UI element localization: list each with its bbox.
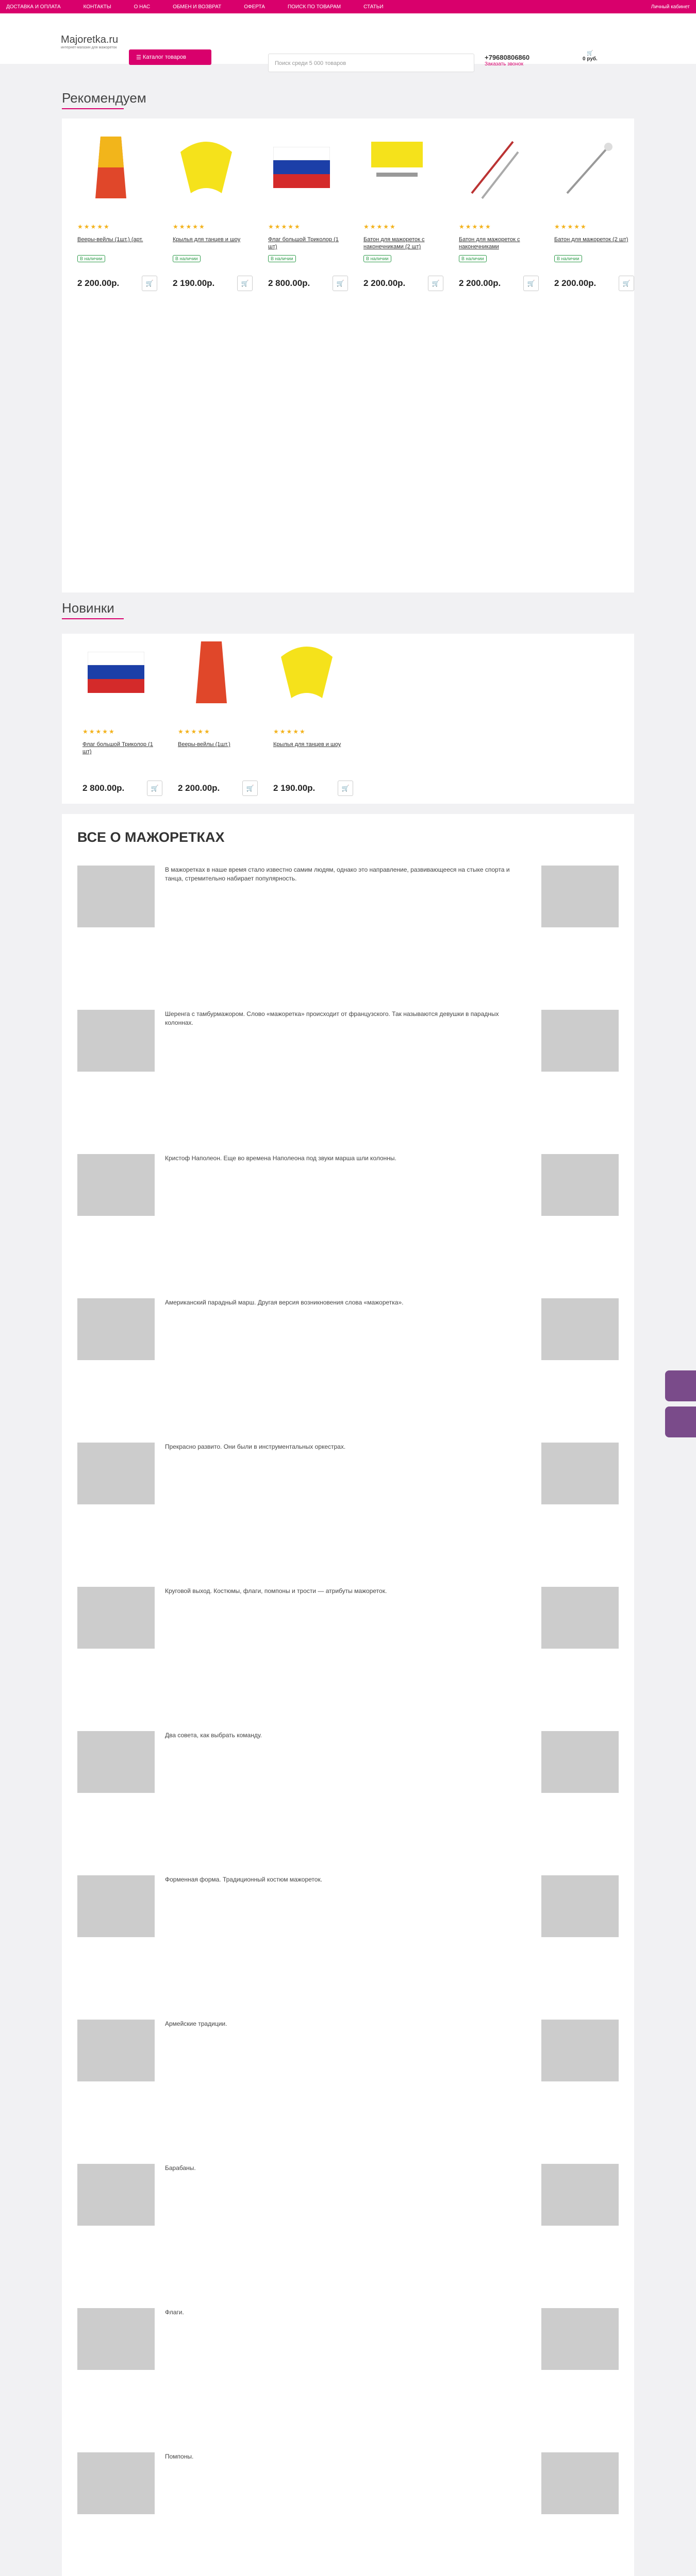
catalog-button-label: Каталог товаров [142, 54, 186, 60]
add-to-cart-button[interactable]: 🛒 [142, 276, 157, 291]
article-text: Кристоф Наполеон. Еще во времена Наполеона под звуки марша шли колонны. [165, 1155, 396, 1162]
add-to-cart-button[interactable]: 🛒 [147, 781, 162, 796]
product-image [268, 129, 335, 206]
add-to-cart-button[interactable]: 🛒 [237, 276, 253, 291]
rating-stars: ★★★★★ [459, 223, 492, 230]
article-block [77, 1875, 619, 1953]
product-price: 2 800.00р. [82, 783, 125, 793]
article-block [77, 2452, 619, 2530]
article-block [77, 1010, 619, 1087]
cart[interactable] [583, 50, 598, 62]
article-image [541, 1298, 619, 1360]
product-image [178, 634, 245, 711]
catalog-button[interactable] [129, 49, 211, 65]
add-to-cart-button[interactable]: 🛒 [338, 781, 353, 796]
article-text: Барабаны. [165, 2164, 196, 2172]
rating-stars: ★★★★★ [82, 728, 115, 735]
account-link[interactable]: Личный кабинет [651, 4, 690, 10]
article-image [77, 1443, 155, 1504]
stock-badge: В наличии [554, 255, 582, 262]
top-nav [0, 0, 696, 13]
header-phone[interactable] [485, 54, 529, 67]
product-name[interactable]: Флаг большой Триколор (1 шт) [82, 741, 153, 755]
article-image [77, 2020, 155, 2081]
new-title: Новинки [62, 600, 114, 616]
article-image [77, 1875, 155, 1937]
logo-subtitle: интернет-магазин для мажореток [61, 46, 117, 49]
product-image [459, 129, 526, 206]
search-input[interactable]: Поиск среди 5 000 товаров [268, 54, 474, 72]
nav-link-contacts[interactable]: КОНТАКТЫ [83, 4, 111, 10]
rating-stars: ★★★★★ [363, 223, 396, 230]
article-block [77, 2308, 619, 2385]
article-text: Шеренга с тамбурмажором. Слово «мажоретка» происходит от французского. Так называются девушки в парадных колоннах. [165, 1010, 499, 1027]
article-text: Круговой выход. Костюмы, флаги, помпоны и трости — атрибуты мажореток. [165, 1587, 387, 1595]
cart-icon: 🛒 [587, 50, 593, 56]
article-block [77, 1154, 619, 1231]
add-to-cart-button[interactable]: 🛒 [619, 276, 634, 291]
logo[interactable] [61, 34, 118, 49]
rating-stars: ★★★★★ [273, 728, 306, 735]
nav-link-return[interactable]: ОБМЕН И ВОЗВРАТ [173, 4, 222, 10]
product-image [273, 634, 340, 711]
nav-link-delivery[interactable]: ДОСТАВКА И ОПЛАТА [6, 4, 61, 10]
product-price: 2 190.00р. [273, 783, 316, 793]
product-name[interactable]: Крылья для танцев и шоу [173, 236, 241, 243]
product-price: 2 200.00р. [363, 278, 406, 288]
rating-stars: ★★★★★ [554, 223, 587, 230]
product-card[interactable] [67, 129, 157, 288]
product-price: 2 200.00р. [554, 278, 596, 288]
article-block [77, 2164, 619, 2241]
nav-link-articles[interactable]: СТАТЬИ [363, 4, 384, 10]
product-price: 2 200.00р. [459, 278, 501, 288]
product-card[interactable] [544, 129, 634, 288]
logo-text: Majoretka.ru [61, 34, 119, 45]
product-name[interactable]: Флаг большой Триколор (1 шт) [268, 236, 339, 250]
product-price: 2 800.00р. [268, 278, 310, 288]
nav-link-search[interactable]: ПОИСК ПО ТОВАРАМ [287, 4, 341, 10]
article-block [77, 1443, 619, 1520]
product-name[interactable]: Крылья для танцев и шоу [273, 741, 341, 748]
article-image [77, 1731, 155, 1793]
product-name[interactable]: Батон для мажореток с наконечниками [459, 236, 520, 250]
article-text: Американский парадный марш. Другая версия возникновения слова «мажоретка». [165, 1299, 404, 1306]
article-image [77, 2164, 155, 2226]
article-text: Армейские традиции. [165, 2020, 227, 2027]
product-name[interactable]: Батон для мажореток (2 шт) [554, 236, 628, 243]
stock-badge: В наличии [173, 255, 201, 262]
article-image [77, 1587, 155, 1649]
article-image [541, 2020, 619, 2081]
article-image [541, 2452, 619, 2514]
article-image [77, 1298, 155, 1360]
product-card[interactable] [72, 634, 162, 793]
nav-link-about[interactable]: О НАС [134, 4, 151, 10]
title-underline [62, 618, 124, 619]
add-to-cart-button[interactable]: 🛒 [333, 276, 348, 291]
product-name[interactable]: Вееры-вейлы (1шт.) (арт. [77, 236, 143, 243]
article-image [541, 1010, 619, 1072]
header [0, 13, 696, 67]
product-price: 2 190.00р. [173, 278, 215, 288]
article-image [541, 1154, 619, 1216]
article-image [77, 2452, 155, 2514]
new-section [62, 634, 634, 804]
product-image [82, 634, 150, 711]
add-to-cart-button[interactable]: 🛒 [428, 276, 443, 291]
title-underline [62, 108, 124, 109]
article-image [541, 1731, 619, 1793]
stock-badge: В наличии [459, 255, 487, 262]
phone-number: +79680806860 [485, 54, 530, 61]
rating-stars: ★★★★★ [173, 223, 206, 230]
article-block [77, 1587, 619, 1664]
recommended-title: Рекомендуем [62, 90, 146, 106]
side-compare-button[interactable] [665, 1406, 696, 1437]
article-block [77, 866, 619, 943]
article-text: В мажоретках в наше время стало известно самим людям, однако это направление, развивающееся на стыке спорта и танца, стремительно набирает популярность. [165, 866, 510, 883]
product-image [77, 129, 144, 206]
nav-link-offer[interactable]: ОФЕРТА [244, 4, 265, 10]
article-text: Прекрасно развито. Они были в инструментальных оркестрах. [165, 1443, 346, 1450]
product-card[interactable] [258, 129, 348, 288]
stock-badge: В наличии [363, 255, 391, 262]
recommended-section [62, 118, 634, 592]
rating-stars: ★★★★★ [178, 728, 211, 735]
stock-badge: В наличии [77, 255, 105, 262]
article-block [77, 1298, 619, 1376]
rating-stars: ★★★★★ [77, 223, 110, 230]
product-price: 2 200.00р. [77, 278, 120, 288]
article-image [541, 2164, 619, 2226]
about-section [62, 814, 634, 2576]
article-block [77, 2020, 619, 2097]
product-name[interactable]: Вееры-вейлы (1шт.) [178, 741, 230, 748]
article-image [77, 866, 155, 927]
product-price: 2 200.00р. [178, 783, 220, 793]
article-image [77, 1010, 155, 1072]
add-to-cart-button[interactable]: 🛒 [523, 276, 539, 291]
product-image [554, 129, 621, 206]
article-image [77, 1154, 155, 1216]
article-text: Помпоны. [165, 2453, 194, 2460]
product-card[interactable] [353, 129, 443, 288]
menu-icon: ☰ [136, 54, 143, 61]
product-card[interactable] [168, 634, 258, 793]
article-block [77, 1731, 619, 1808]
about-title: ВСЕ О МАЖОРЕТКАХ [77, 829, 225, 845]
rating-stars: ★★★★★ [268, 223, 301, 230]
article-image [541, 1587, 619, 1649]
cart-total: 0 руб. [583, 56, 598, 62]
article-text: Флаги. [165, 2309, 184, 2316]
article-image [77, 2308, 155, 2370]
product-image [363, 129, 430, 206]
article-image [541, 1443, 619, 1504]
product-name[interactable]: Батон для мажореток с наконечниками (2 шт) [363, 236, 425, 250]
callback-link[interactable]: Заказать звонок [485, 61, 523, 67]
product-card[interactable] [449, 129, 539, 288]
product-card[interactable] [263, 634, 353, 793]
article-image [541, 1875, 619, 1937]
article-text: Форменная форма. Традиционный костюм мажореток. [165, 1876, 323, 1883]
product-image [173, 129, 240, 206]
add-to-cart-button[interactable]: 🛒 [242, 781, 258, 796]
side-cart-button[interactable] [665, 1370, 696, 1401]
stock-badge: В наличии [268, 255, 296, 262]
article-image [541, 2308, 619, 2370]
product-card[interactable] [162, 129, 253, 288]
article-image [541, 866, 619, 927]
article-text: Два совета, как выбрать команду. [165, 1732, 262, 1739]
